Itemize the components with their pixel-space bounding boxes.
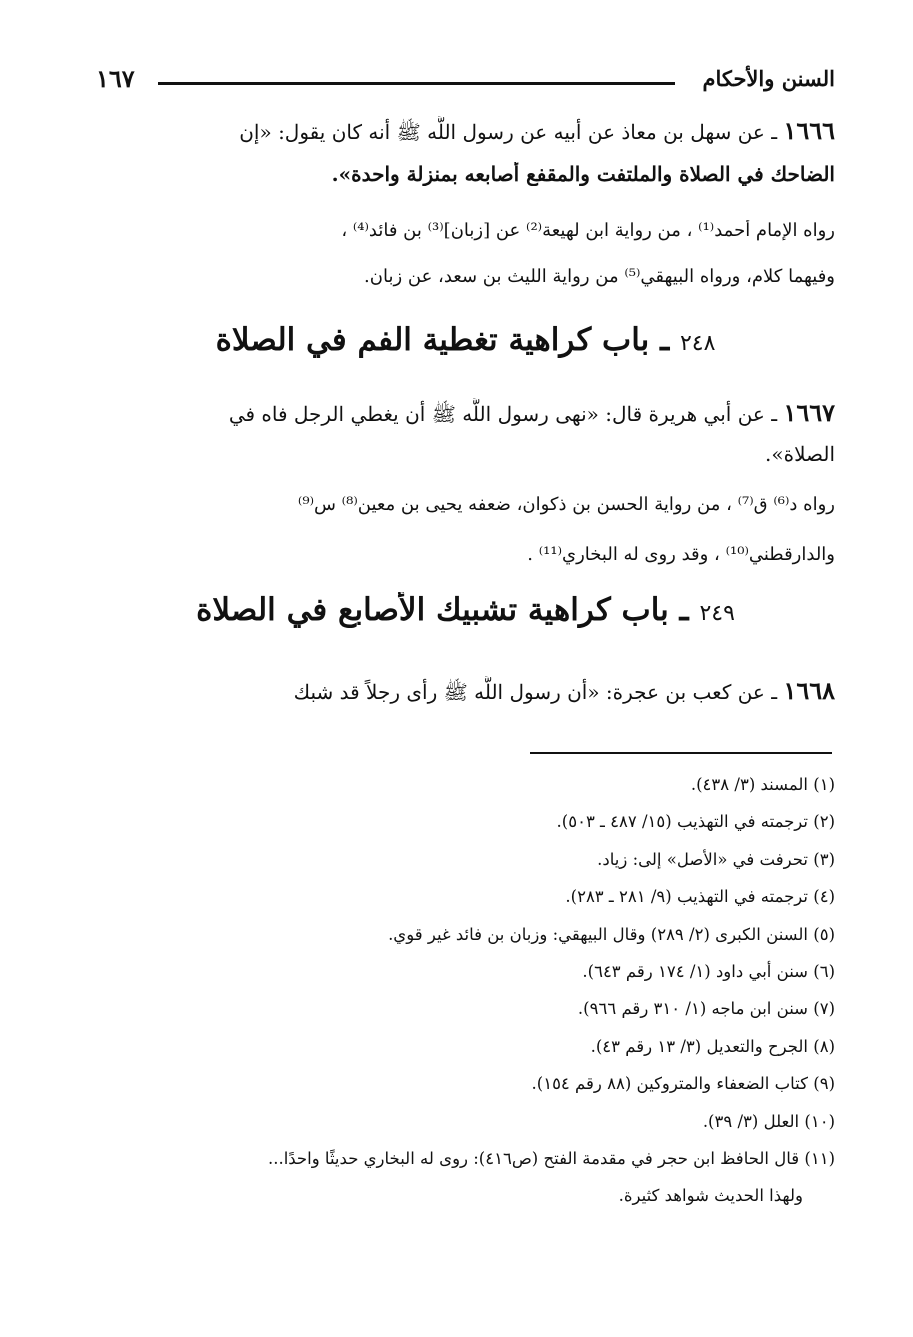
chapter-title: ـ باب كراهية تغطية الفم في الصلاة xyxy=(215,322,680,358)
hadith-1666-narration-2: وفيهما كلام، ورواه البيهقي⁽⁵⁾ من رواية الليث بن سعد، عن زبان. xyxy=(364,266,835,287)
footnote-3: (٣) تحرفت في «الأصل» إلى: زياد. xyxy=(597,849,835,869)
hadith-1667-narration-2: والدارقطني⁽¹⁰⁾ ، وقد روى له البخاري⁽¹¹⁾ . xyxy=(527,544,835,565)
hadith-1668-line-1 xyxy=(96,676,835,709)
footnote-6: (٦) سنن أبي داود (١/ ١٧٤ رقم ٦٤٣). xyxy=(582,962,835,982)
page-number: ١٦٧ xyxy=(96,64,135,93)
hadith-1666-narration-1: رواه الإمام أحمد⁽¹⁾ ، من رواية ابن لهيعة⁽²⁾ عن [زبان]⁽³⁾ بن فائد⁽⁴⁾ ، xyxy=(341,220,835,241)
header-rule xyxy=(158,82,675,85)
footnote-separator xyxy=(530,752,832,754)
hadith-text: ـ عن سهل بن معاذ عن أبيه عن رسول اللَّه ﷺ أنه كان يقول: «إن xyxy=(239,120,784,144)
hadith-1666-line-2: الضاحك في الصلاة والملتفت والمقفع أصابعه بمنزلة واحدة». xyxy=(331,162,835,186)
chapter-heading-248 xyxy=(96,322,835,358)
footnote-4: (٤) ترجمته في التهذيب (٩/ ٢٨١ ـ ٢٨٣). xyxy=(565,887,835,907)
footnote-11: (١١) قال الحافظ ابن حجر في مقدمة الفتح (ص٤١٦): روى له البخاري حديثًا واحدًا... xyxy=(267,1149,835,1169)
chapter-heading-249 xyxy=(96,592,835,628)
hadith-1667-line-2: الصلاة». xyxy=(765,442,835,466)
footnote-2: (٢) ترجمته في التهذيب (١٥/ ٤٨٧ ـ ٥٠٣). xyxy=(556,812,835,832)
footnotes-list xyxy=(96,766,835,1215)
footnote-1: (١) المسند (٣/ ٤٣٨). xyxy=(690,775,835,794)
hadith-number: ١٦٦٧ xyxy=(783,398,835,427)
hadith-text: ـ عن كعب بن عجرة: «أن رسول اللَّه ﷺ رأى رجلاً قد شبك xyxy=(293,680,784,704)
chapter-title: ـ باب كراهية تشبيك الأصابع في الصلاة xyxy=(196,592,700,628)
footnote-9: (٩) كتاب الضعفاء والمتروكين (٨٨ رقم ١٥٤). xyxy=(531,1074,835,1094)
book-title: السنن والأحكام xyxy=(702,66,835,91)
footnote-7: (٧) سنن ابن ماجه (١/ ٣١٠ رقم ٩٦٦). xyxy=(577,999,835,1019)
hadith-text: ـ عن أبي هريرة قال: «نهى رسول اللَّه ﷺ أن يغطي الرجل فاه في xyxy=(228,402,784,426)
footnote-5: (٥) السنن الكبرى (٢/ ٢٨٩) وقال البيهقي: وزبان بن فائد غير قوي. xyxy=(388,924,835,944)
footnote-8: (٨) الجرح والتعديل (٣/ ١٣ رقم ٤٣). xyxy=(590,1036,835,1056)
chapter-number: ٢٤٩ xyxy=(699,601,735,626)
hadith-1667-narration-1: رواه د⁽⁶⁾ ق⁽⁷⁾ ، من رواية الحسن بن ذكوان، ضعفه يحيى بن معين⁽⁸⁾ س⁽⁹⁾ xyxy=(297,494,835,515)
hadith-1667-line-1 xyxy=(96,398,835,431)
footnote-11-continuation: ولهذا الحديث شواهد كثيرة. xyxy=(618,1186,803,1206)
hadith-number: ١٦٦٨ xyxy=(783,676,835,705)
page-header xyxy=(96,60,835,100)
hadith-number: ١٦٦٦ xyxy=(783,116,835,145)
footnote-10: (١٠) العلل (٣/ ٣٩). xyxy=(702,1111,835,1131)
hadith-1666-line-1 xyxy=(96,116,835,149)
chapter-number: ٢٤٨ xyxy=(679,331,716,356)
